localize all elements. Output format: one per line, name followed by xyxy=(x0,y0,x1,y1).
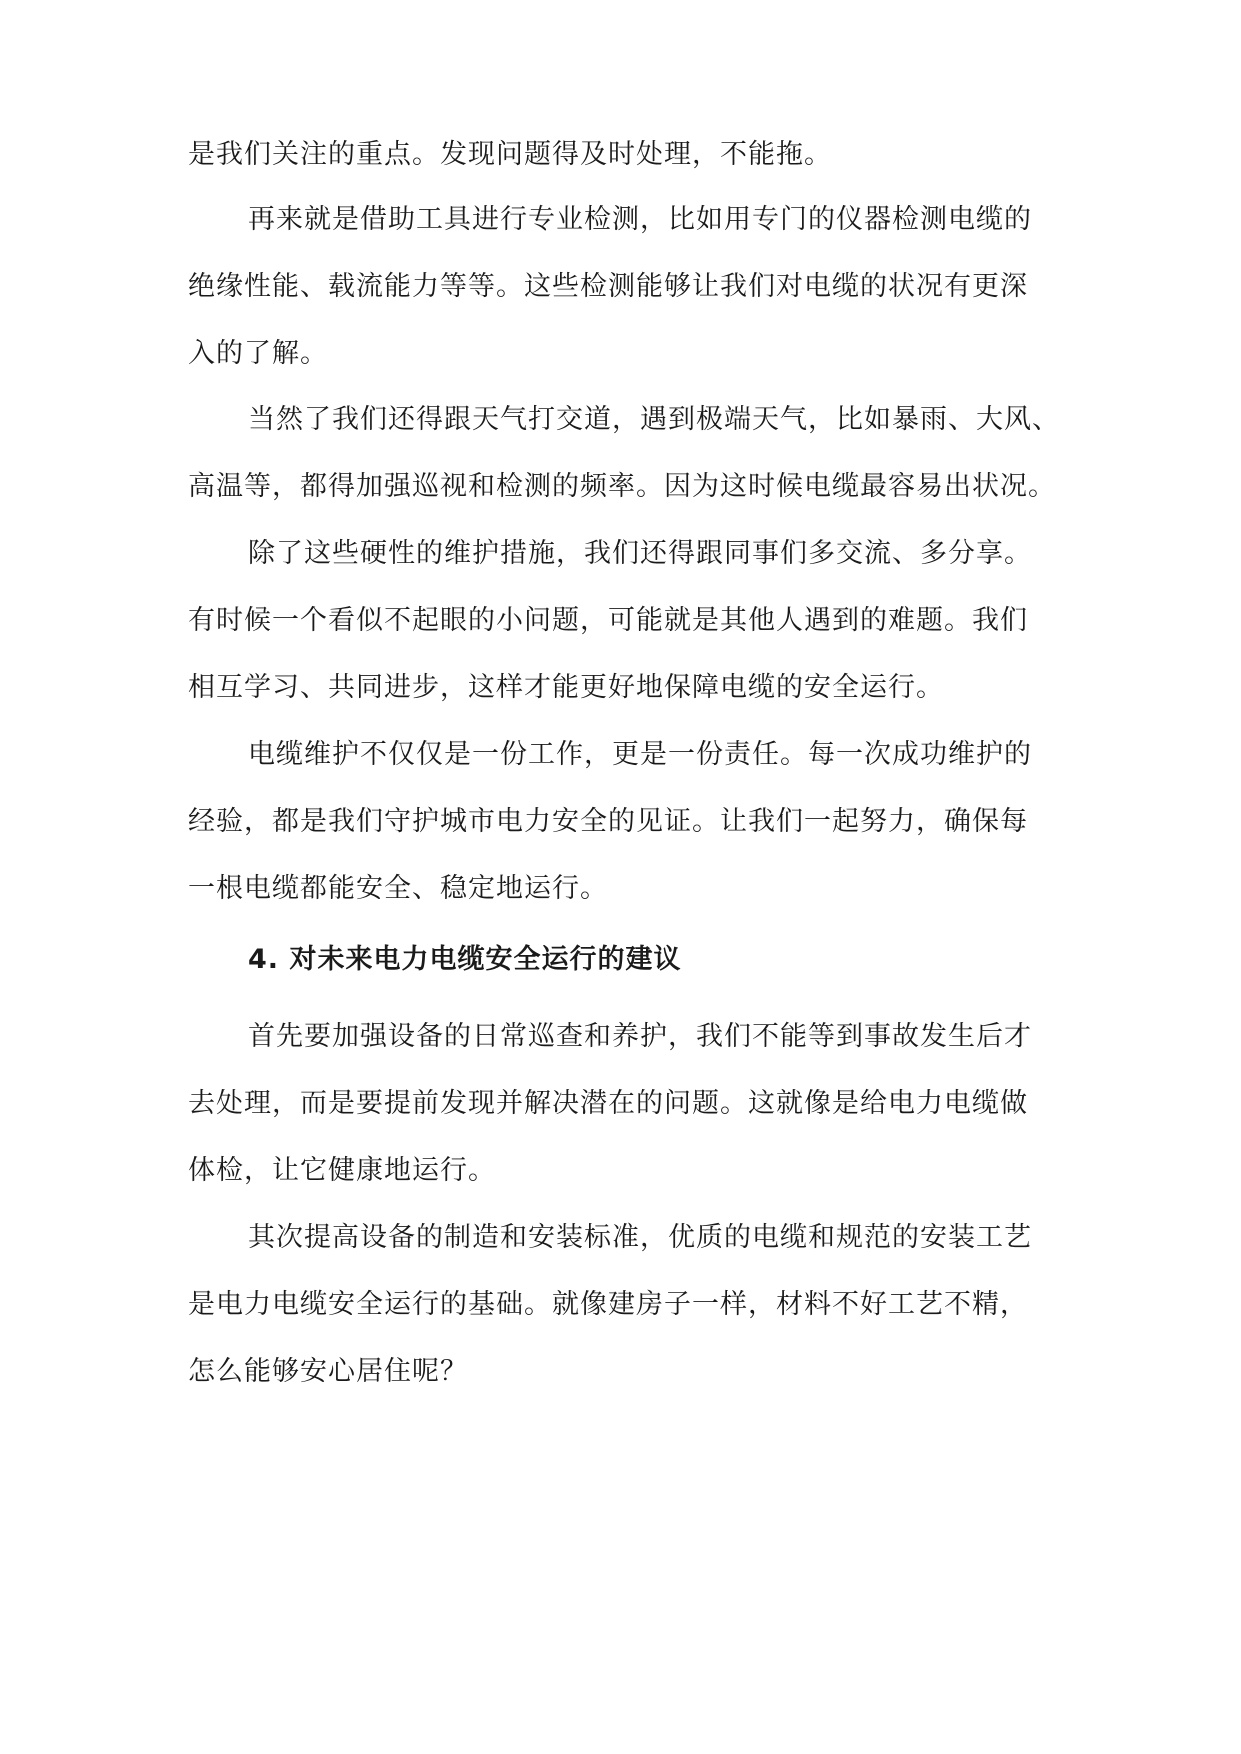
text-line: 除了这些硬性的维护措施，我们还得跟同事们多交流、多分享。 xyxy=(248,538,1032,569)
text-line: 其次提高设备的制造和安装标准，优质的电缆和规范的安装工艺 xyxy=(248,1222,1032,1253)
text-line: 怎么能够安心居住呢？ xyxy=(188,1356,468,1387)
text-line: 入的了解。 xyxy=(188,338,328,369)
text-line: 体检，让它健康地运行。 xyxy=(188,1155,496,1186)
text-line: 再来就是借助工具进行专业检测，比如用专门的仪器检测电缆的 xyxy=(248,204,1032,235)
text-line: 首先要加强设备的日常巡查和养护，我们不能等到事故发生后才 xyxy=(248,1021,1032,1052)
text-line: 一根电缆都能安全、稳定地运行。 xyxy=(188,873,608,904)
text-line: 是我们关注的重点。发现问题得及时处理，不能拖。 xyxy=(188,139,832,170)
text-line: 是电力电缆安全运行的基础。就像建房子一样，材料不好工艺不精， xyxy=(188,1289,1028,1320)
text-line: 有时候一个看似不起眼的小问题，可能就是其他人遇到的难题。我们 xyxy=(188,605,1028,636)
text-line: 电缆维护不仅仅是一份工作，更是一份责任。每一次成功维护的 xyxy=(248,739,1032,770)
text-line: 相互学习、共同进步，这样才能更好地保障电缆的安全运行。 xyxy=(188,672,944,703)
text-line: 去处理，而是要提前发现并解决潜在的问题。这就像是给电力电缆做 xyxy=(188,1088,1028,1119)
section-heading: 4. 对未来电力电缆安全运行的建议 xyxy=(248,944,682,975)
text-line: 高温等，都得加强巡视和检测的频率。因为这时候电缆最容易出状况。 xyxy=(188,471,1056,502)
text-line: 绝缘性能、载流能力等等。这些检测能够让我们对电缆的状况有更深 xyxy=(188,271,1028,302)
text-line: 经验，都是我们守护城市电力安全的见证。让我们一起努力，确保每 xyxy=(188,806,1028,837)
text-line: 当然了我们还得跟天气打交道，遇到极端天气，比如暴雨、大风、 xyxy=(248,404,1060,435)
